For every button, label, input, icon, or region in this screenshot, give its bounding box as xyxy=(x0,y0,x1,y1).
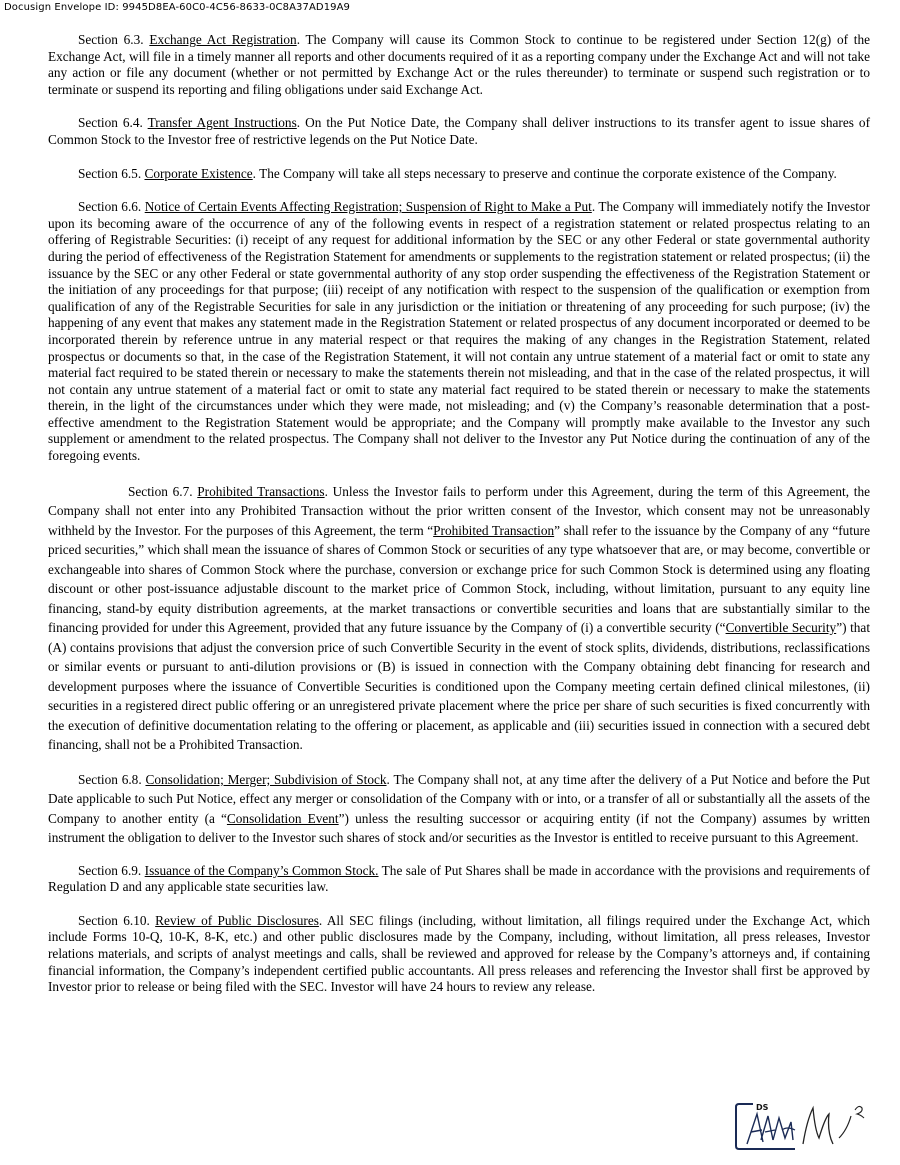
section-heading: Issuance of the Company’s Common Stock. xyxy=(144,862,379,878)
section-number: Section 6.10. xyxy=(78,912,150,928)
section-body: . The Company will cause its Common Stock to continue to be registered under Section 12(g) of the Exchange Act, will file in a timely manner all reports and other documents required of it as a reporting company under the Exchange Act and will not take any action or file any document (whether or not permitted by Exchange Act or the rules thereunder) to terminate or suspend such registration or to terminate or suspend its reporting and filing obligations under said Exchange Act. xyxy=(48,32,871,97)
section-6-8 xyxy=(48,770,870,848)
section-body: ”) that (A) contains provisions that adjust the conversion price of such Convertible Security in the event of stock splits, dividends, distributions, reclassifications or similar events or pursuant to anti-dilution provisions or (B) is issued in connection with the Company obtaining debt financing for research and development purposes where the issuance of Convertible Securities is conditioned upon the Company meeting certain defined clinical milestones, (ii) securities in a registered direct public offering or an unregistered private placement where the price per share of such securities is fixed concurrently with the execution of definitive documentation relating to the offering or placement, as applicable and (iii) securities issued in connection with a secured debt financing, shall not be a Prohibited Transaction. xyxy=(48,620,871,753)
docusign-initials-label: DS xyxy=(756,1103,769,1112)
section-number: Section 6.3. xyxy=(78,32,144,47)
defined-term-convertible-security: Convertible Security xyxy=(725,620,837,636)
section-number: Section 6.7. xyxy=(128,483,193,499)
section-6-4 xyxy=(48,115,870,148)
section-body: . On the Put Notice Date, the Company shall deliver instructions to its transfer agent to issue shares of Common Stock to the Investor free of restrictive legends on the Put Notice Date. xyxy=(48,115,870,147)
section-6-5 xyxy=(48,166,870,183)
section-heading: Exchange Act Registration xyxy=(149,32,297,47)
section-heading: Consolidation; Merger; Subdivision of Stock xyxy=(145,771,387,787)
section-number: Section 6.6. xyxy=(78,199,142,215)
document-body xyxy=(48,32,870,1013)
section-6-10 xyxy=(48,913,870,996)
section-number: Section 6.8. xyxy=(78,771,142,787)
section-body: . All SEC filings (including, without limitation, all filings required under the Exchange Act, which include Forms 10-Q, 10-K, 8-K, etc.) and other public disclosures made by the Company, including, without limitation, all press releases, Investor relations materials, and scripts of analyst meetings and calls, shall be reviewed and approved for release by the Company’s attorneys and, if containing financial information, the Company’s independent certified public accountants. All press releases and referencing the Investor shall first be approved by Investor prior to release or being filed with the SEC. Investor will have 24 hours to review any release. xyxy=(48,912,870,995)
section-heading: Notice of Certain Events Affecting Registration; Suspension of Right to Make a Put xyxy=(144,199,592,215)
section-number: Section 6.4. xyxy=(78,115,143,131)
section-6-9 xyxy=(48,863,870,896)
section-body: ”) unless the resulting successor or acquiring entity (if not the Company) assumes by written instrument the obligation to deliver to the Investor such shares of stock and/or securities as the Investor is entitled to receive pursuant to this Agreement. xyxy=(48,810,871,846)
section-body: The sale of Put Shares shall be made in accordance with the provisions and requirements of Regulation D and any applicable state securities law. xyxy=(48,862,871,895)
section-body: . The Company shall not, at any time after the delivery of a Put Notice and before the Put Date applicable to such Put Notice, effect any merger or consolidation of the Company with or into, or a transfer of all or substantially all the assets of the Company to another entity (a “ xyxy=(48,771,870,826)
section-heading: Prohibited Transactions xyxy=(197,483,325,499)
section-6-6 xyxy=(48,199,870,465)
section-body: . The Company will take all steps necessary to preserve and continue the corporate existence of the Company. xyxy=(252,165,837,181)
defined-term-prohibited-transaction: Prohibited Transaction xyxy=(433,522,555,538)
section-6-7 xyxy=(48,482,870,755)
initials-signature xyxy=(735,1100,875,1155)
section-heading: Transfer Agent Instructions xyxy=(147,115,297,131)
section-body: ” shall refer to the issuance by the Company of any “future priced securities,” which shall mean the issuance of shares of Common Stock or securities of any type whatsoever that are, or may become, convertible or exchangeable into shares of Common Stock where the purchase, conversion or exchange price for such Common Stock is determined using any floating discount or other post-issuance adjustable discount to the market price of Common Stock, including, without limitation, pursuant to any equity line financing, stand-by equity distribution agreements, at the market transactions or convertible securities and loans that are substantially similar to the financing provided for under this Agreement, provided that any future issuance by the Company of (i) a convertible security (“ xyxy=(48,522,870,636)
section-heading: Corporate Existence xyxy=(144,165,253,181)
defined-term-consolidation-event: Consolidation Event xyxy=(226,810,339,826)
envelope-id: Docusign Envelope ID: 9945D8EA-60C0-4C56-8633-0C8A37AD19A9 xyxy=(4,2,351,13)
section-6-3 xyxy=(48,32,870,98)
section-number: Section 6.5. xyxy=(78,165,142,181)
section-body: . Unless the Investor fails to perform under this Agreement, during the term of this Agreement, the Company shall not enter into any Prohibited Transaction without the prior written consent of the Investor, which consent may not be unreasonably withheld by the Investor. For the purposes of this Agreement, the term “ xyxy=(48,483,870,538)
section-body: . The Company will immediately notify the Investor upon its becoming aware of the occurrence of any of the following events in respect of a registration statement or related prospectus relating to an offering of Registrable Securities: (i) receipt of any request for additional information by the SEC or any other Federal or state governmental authority during the period of effectiveness of the Registration Statement for amendments or supplements to the registration statement or related prospectus; (ii) the issuance by the SEC or any other Federal or state governmental authority of any stop order suspending the effectiveness of the Registration Statement or the initiation of any proceedings for that purpose; (iii) receipt of any notification with respect to the suspension of the qualification or exemption from qualification of any of the Registrable Securities for sale in any jurisdiction or the initiation or threatening of any proceeding for such purpose; (iv) the happening of any event that makes any statement made in the Registration Statement or related prospectus of any document incorporated or deemed to be incorporated therein by reference untrue in any material respect or that requires the making of any changes in the Registration Statement, related prospectus or documents so that, in the case of the Registration Statement, it will not contain any untrue statement of a material fact or omit to state any material fact required to be stated therein or necessary to make the statements therein not misleading, and that in the case of the related prospectus, it will not contain any untrue statement of a material fact or omit to state any material fact required to be stated therein or necessary to make the statements therein, in the light of the circumstances under which they were made, not misleading; and (v) the Company’s reasonable determination that a post-effective amendment to the Registration Statement would be appropriate; and the Company will promptly make available to the Investor any such supplement or amendment to the related prospectus. The Company shall not deliver to the Investor any Put Notice during the continuation of any of the foregoing events. xyxy=(48,199,871,464)
section-number: Section 6.9. xyxy=(78,862,142,878)
section-heading: Review of Public Disclosures xyxy=(155,912,319,928)
